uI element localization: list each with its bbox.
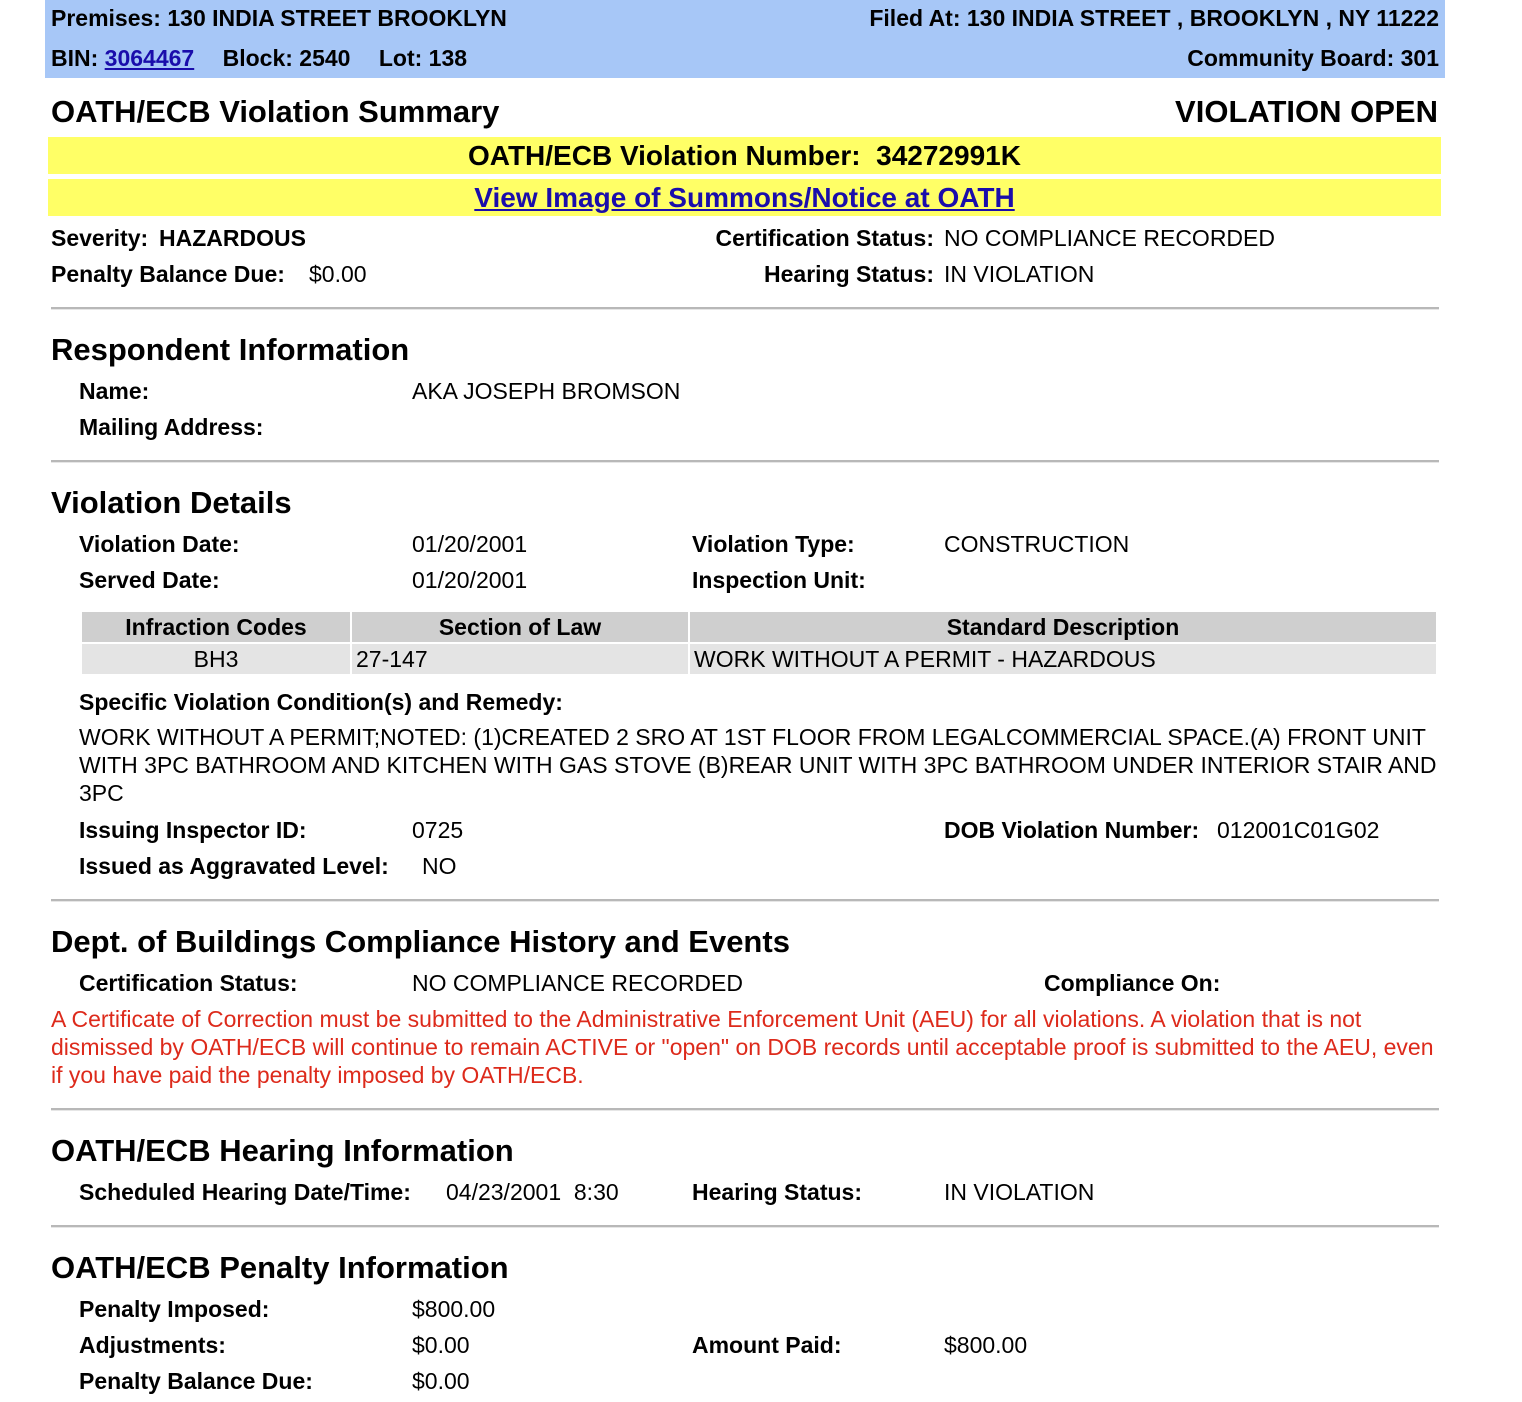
standard-description-header: Standard Description (690, 612, 1436, 642)
violation-date-label: Violation Date: (79, 531, 240, 557)
certification-status-label: Certification Status: (715, 225, 934, 251)
section-of-law-header: Section of Law (352, 612, 688, 642)
hearing-info-status-value: IN VIOLATION (944, 1179, 1095, 1205)
respondent-name-label: Name: (79, 378, 150, 404)
filed-at-line (869, 5, 1439, 32)
aggravated-level-value: NO (422, 853, 457, 879)
compliance-certification-value: NO COMPLIANCE RECORDED (412, 970, 743, 996)
hearing-status-value: IN VIOLATION (944, 261, 1095, 287)
divider (51, 1225, 1439, 1228)
scheduled-hearing-value: 04/23/2001 8:30 (446, 1179, 619, 1205)
table-row (82, 644, 1436, 674)
view-summons-image-link[interactable]: View Image of Summons/Notice at OATH (474, 182, 1015, 213)
divider (51, 307, 1439, 310)
penalty-balance-due-label: Penalty Balance Due: (79, 1368, 313, 1394)
violation-type-label: Violation Type: (692, 531, 855, 557)
block-value: 2540 (299, 45, 351, 71)
hearing-status-label: Hearing Status: (764, 261, 934, 287)
dob-violation-number-label: DOB Violation Number: (944, 817, 1200, 843)
lot-label: Lot: (378, 45, 423, 71)
filed-at-label: Filed At: (869, 5, 961, 31)
community-board-label: Community Board: (1187, 45, 1395, 71)
compliance-title: Dept. of Buildings Compliance History and Events (51, 924, 790, 959)
infraction-table (80, 610, 1438, 676)
violation-number: 34272991K (876, 140, 1021, 171)
lot-value: 138 (428, 45, 468, 71)
respondent-title: Respondent Information (51, 332, 410, 367)
divider (51, 1108, 1439, 1111)
inspection-unit-label: Inspection Unit: (692, 567, 866, 593)
penalty-title: OATH/ECB Penalty Information (51, 1250, 509, 1285)
compliance-certification-label: Certification Status: (79, 970, 298, 996)
infraction-codes-header: Infraction Codes (82, 612, 350, 642)
hearing-title: OATH/ECB Hearing Information (51, 1133, 514, 1168)
bin-label: BIN: (51, 45, 99, 71)
dob-violation-number-value: 012001C01G02 (1217, 817, 1380, 843)
condition-label: Specific Violation Condition(s) and Remedy: (79, 689, 563, 715)
divider (51, 899, 1439, 902)
respondent-name-value: AKA JOSEPH BROMSON (412, 378, 681, 404)
penalty-imposed-label: Penalty Imposed: (79, 1296, 270, 1322)
premises-label: Premises: (51, 5, 161, 31)
adjustments-value: $0.00 (412, 1332, 470, 1358)
amount-paid-label: Amount Paid: (692, 1332, 842, 1358)
premises-line (51, 5, 507, 32)
certificate-correction-notice: A Certificate of Correction must be submitted to the Administrative Enforcement Unit (AEU) for all violations. A violation that is not dismissed by OATH/ECB will continue to remain ACTIVE or "open" on DOB records until acceptable proof is submitted to the AEU, even if you have paid the penalty imposed by OATH/ECB. (51, 1006, 1434, 1088)
amount-paid-value: $800.00 (944, 1332, 1028, 1358)
inspector-id-label: Issuing Inspector ID: (79, 817, 307, 843)
block-label: Block: (222, 45, 293, 71)
bin-link[interactable]: 3064467 (104, 45, 195, 71)
penalty-imposed-value: $800.00 (412, 1296, 496, 1322)
hearing-info-status-label: Hearing Status: (692, 1179, 862, 1205)
compliance-on-label: Compliance On: (1044, 970, 1221, 996)
adjustments-label: Adjustments: (79, 1332, 226, 1358)
summary-title: OATH/ECB Violation Summary (51, 94, 500, 129)
filed-at-value: 130 INDIA STREET , BROOKLYN , NY 11222 (966, 5, 1439, 31)
served-date-value: 01/20/2001 (412, 567, 528, 593)
condition-text: WORK WITHOUT A PERMIT;NOTED: (1)CREATED 2 SRO AT 1ST FLOOR FROM LEGALCOMMERCIAL SPACE.(A) FRONT UNIT WITH 3PC BATHROOM AND KITCHEN WITH GAS STOVE (B)REAR UNIT WITH 3PC BATHROOM UNDER INTERIOR STAIR AND 3PC (79, 724, 1437, 806)
infraction-table-header (82, 612, 1436, 642)
standard-description-cell: WORK WITHOUT A PERMIT - HAZARDOUS (690, 644, 1436, 674)
served-date-label: Served Date: (79, 567, 220, 593)
premises-header (45, 0, 1445, 78)
summons-image-banner (48, 179, 1441, 216)
community-board-value: 301 (1400, 45, 1439, 71)
violation-date-value: 01/20/2001 (412, 531, 528, 557)
violation-details-title: Violation Details (51, 485, 292, 520)
section-of-law-cell: 27-147 (352, 644, 688, 674)
inspector-id-value: 0725 (412, 817, 464, 843)
premises-value: 130 INDIA STREET BROOKLYN (167, 5, 507, 31)
infraction-code-cell: BH3 (82, 644, 350, 674)
severity-value: HAZARDOUS (159, 225, 306, 251)
penalty-balance-due-value: $0.00 (412, 1368, 470, 1394)
certification-status-value: NO COMPLIANCE RECORDED (944, 225, 1275, 251)
divider (51, 460, 1439, 463)
scheduled-hearing-label: Scheduled Hearing Date/Time: (79, 1179, 411, 1205)
mailing-address-label: Mailing Address: (79, 414, 264, 440)
violation-status: VIOLATION OPEN (1175, 94, 1438, 129)
bin-block-lot-line (51, 45, 467, 72)
violation-type-value: CONSTRUCTION (944, 531, 1130, 557)
community-board-line (1187, 45, 1439, 72)
violation-number-label: OATH/ECB Violation Number: (468, 140, 861, 171)
aggravated-level-label: Issued as Aggravated Level: (79, 853, 389, 879)
penalty-balance-value: $0.00 (309, 261, 367, 287)
severity-label: Severity: (51, 225, 149, 251)
violation-number-banner (48, 137, 1441, 174)
penalty-balance-label: Penalty Balance Due: (51, 261, 285, 287)
